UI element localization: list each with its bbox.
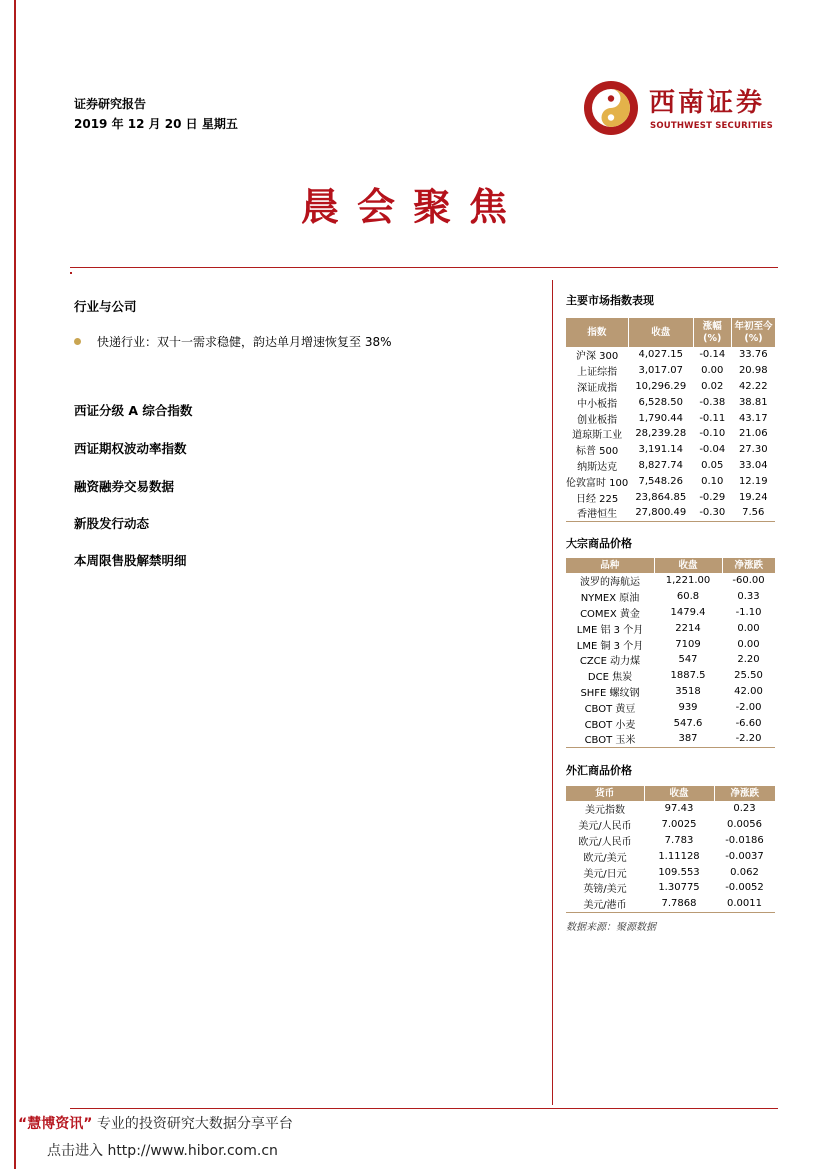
- table-cell: LME 铝 3 个月: [576, 624, 644, 636]
- title-divider: [70, 267, 778, 268]
- table-cell: 美元/人民币: [578, 821, 632, 833]
- section-heading: 新股发行动态: [74, 516, 150, 531]
- table-row: [566, 864, 775, 880]
- table-cell: 6,528.50: [638, 396, 684, 408]
- table-row: [566, 699, 775, 715]
- table-cell: -0.04: [699, 444, 726, 456]
- table-cell: 97.43: [664, 803, 694, 815]
- table-cell: CBOT 小麦: [584, 719, 636, 731]
- table-row: [566, 833, 775, 849]
- table-cell: 547.6: [673, 717, 703, 729]
- table-cell: 0.0011: [714, 896, 775, 912]
- table-cell: 道琼斯工业: [572, 430, 623, 442]
- table-row: [566, 715, 775, 731]
- header-cell: 年初至今(%): [731, 318, 775, 347]
- table-cell: 20.98: [738, 365, 768, 377]
- table-cell: 0.00: [737, 622, 760, 634]
- table-row: [566, 442, 775, 458]
- table-cell: -0.38: [699, 396, 726, 408]
- table-row: [566, 668, 775, 684]
- footer-brand: “慧博资讯”: [18, 1116, 93, 1132]
- table-cell: LME 铜 3 个月: [576, 640, 644, 652]
- page-title: 晨会聚焦: [300, 184, 525, 229]
- table-row: [566, 605, 775, 621]
- table-cell: 1479.4: [670, 606, 706, 618]
- table-row: [566, 620, 775, 636]
- section-heading: 西证分级 A 综合指数: [74, 403, 193, 418]
- table-row: [566, 473, 775, 489]
- table-row: [566, 347, 775, 363]
- bullet-dot-icon: [74, 338, 81, 345]
- table-cell: 美元/日元: [583, 868, 627, 880]
- table-cell: 12.19: [738, 475, 768, 487]
- report-type: 证券研究报告: [74, 97, 147, 111]
- table-cell: 沪深 300: [576, 351, 619, 363]
- table-row: [566, 880, 775, 896]
- table-row: [566, 363, 775, 379]
- table-row: [566, 684, 775, 700]
- table-cell: 547: [678, 654, 698, 666]
- table-cell: 3,017.07: [638, 365, 684, 377]
- table-row: [566, 636, 775, 652]
- header-cell: 品种: [566, 558, 654, 573]
- table-cell: 0.05: [701, 459, 724, 471]
- table-cell: 0.00: [737, 638, 760, 650]
- section-heading: 本周限售股解禁明细: [74, 553, 187, 568]
- table-cell: 42.00: [734, 685, 763, 697]
- table-cell: 波罗的海航运: [580, 577, 640, 589]
- header-cell: 收盘: [628, 318, 693, 347]
- table-cell: -0.14: [699, 349, 726, 361]
- table-cell: NYMEX 原油: [580, 593, 640, 605]
- table-cell: 2214: [675, 622, 701, 634]
- commodity-title: 大宗商品价格: [566, 537, 632, 550]
- table-cell: 欧元/美元: [583, 852, 627, 864]
- table-cell: 英镑/美元: [583, 884, 627, 896]
- table-cell: 1.11128: [658, 850, 700, 862]
- table-cell: 4,027.15: [638, 349, 684, 361]
- table-cell: 美元/港币: [566, 896, 644, 912]
- table-row: [566, 458, 775, 474]
- table-cell: -0.30: [693, 505, 731, 521]
- table-row: [566, 817, 775, 833]
- table-cell: 0.10: [701, 475, 724, 487]
- table-row: [566, 426, 775, 442]
- table-cell: 43.17: [738, 412, 768, 424]
- forex-title: 外汇商品价格: [566, 764, 632, 777]
- table-cell: 19.24: [738, 491, 768, 503]
- table-row: [566, 505, 775, 521]
- table-cell: 7,548.26: [638, 475, 684, 487]
- table-cell: 27.30: [738, 444, 768, 456]
- table-cell: -0.29: [699, 491, 726, 503]
- divider-mark: [70, 272, 72, 274]
- footer-brand-line: [18, 1113, 293, 1133]
- logo-english-name: SOUTHWEST SECURITIES: [650, 121, 773, 131]
- table-row: [566, 410, 775, 426]
- table-cell: -2.00: [735, 701, 762, 713]
- table-cell: 939: [678, 701, 698, 713]
- logo-emblem-icon: [583, 80, 639, 136]
- table-cell: 1.30775: [658, 882, 700, 894]
- section-heading: 西证期权波动率指数: [74, 441, 187, 456]
- table-cell: 创业板指: [577, 414, 618, 426]
- table-row: [566, 896, 775, 912]
- table-cell: 7.0025: [661, 819, 697, 831]
- footer-tagline: 专业的投资研究大数据分享平台: [96, 1116, 293, 1132]
- forex-table: [566, 786, 775, 913]
- table-cell: 38.81: [738, 396, 768, 408]
- table-cell: 42.22: [738, 380, 768, 392]
- commodity-table: [566, 558, 775, 748]
- table-cell: 上证综指: [577, 367, 618, 379]
- table-cell: 1,790.44: [638, 412, 684, 424]
- table-cell: -0.0037: [725, 850, 764, 862]
- table-cell: CBOT 玉米: [566, 731, 654, 747]
- data-source: 数据来源：聚源数据: [566, 922, 656, 933]
- table-cell: 美元指数: [585, 805, 625, 817]
- table-cell: 标普 500: [576, 446, 619, 458]
- table-cell: 27,800.49: [628, 505, 693, 521]
- table-cell: 伦敦富时 100: [566, 477, 629, 489]
- table-cell: 25.50: [734, 670, 763, 682]
- table-cell: SHFE 螺纹钢: [580, 687, 640, 699]
- table-cell: -0.10: [699, 428, 726, 440]
- table-cell: -6.60: [735, 717, 762, 729]
- table-cell: 7109: [675, 638, 701, 650]
- table-cell: 7.7868: [644, 896, 714, 912]
- table-cell: -0.0052: [725, 882, 764, 894]
- header-cell: 货币: [566, 786, 644, 801]
- bullet-item: [74, 333, 392, 350]
- table-cell: 中小板指: [577, 398, 618, 410]
- market-index-title: 主要市场指数表现: [566, 294, 654, 307]
- table-row: [566, 848, 775, 864]
- table-cell: -1.10: [735, 606, 762, 618]
- table-cell: 0.0056: [727, 819, 762, 831]
- table-cell: 33.04: [738, 459, 768, 471]
- table-cell: 1887.5: [670, 670, 706, 682]
- column-divider: [552, 280, 553, 1105]
- table-row: [566, 573, 775, 589]
- table-row: [566, 379, 775, 395]
- report-date: 2019 年 12 月 20 日 星期五: [74, 117, 238, 131]
- table-cell: 0.00: [701, 365, 724, 377]
- bullet-text: 快递行业：双十一需求稳健，韵达单月增速恢复至 38%: [97, 335, 392, 349]
- table-row: [566, 489, 775, 505]
- logo-chinese-name: 西南证券: [649, 88, 766, 118]
- table-cell: 33.76: [738, 349, 768, 361]
- table-cell: 日经 225: [576, 493, 619, 505]
- table-cell: 欧元/人民币: [578, 836, 632, 848]
- header-cell: 收盘: [644, 786, 714, 801]
- table-cell: 纳斯达克: [577, 461, 618, 473]
- table-cell: 7.783: [664, 834, 694, 846]
- table-cell: 0.33: [737, 591, 760, 603]
- table-cell: 香港恒生: [566, 505, 628, 521]
- market-index-table: [566, 318, 775, 522]
- table-cell: 60.8: [676, 591, 700, 603]
- table-cell: -60.00: [732, 575, 765, 587]
- table-cell: 0.062: [730, 866, 759, 878]
- table-cell: 7.56: [731, 505, 775, 521]
- table-row: [566, 394, 775, 410]
- section-heading: 融资融券交易数据: [74, 479, 175, 494]
- table-cell: CZCE 动力煤: [579, 656, 641, 668]
- header-cell: 净涨跌: [722, 558, 775, 573]
- footer-divider: [70, 1108, 778, 1109]
- table-row: [566, 801, 775, 817]
- table-cell: 109.553: [658, 866, 700, 878]
- table-row: [566, 589, 775, 605]
- table-row: [566, 731, 775, 747]
- company-logo: [583, 80, 783, 136]
- table-cell: 23,864.85: [635, 491, 687, 503]
- table-cell: 深证成指: [577, 382, 618, 394]
- table-cell: -0.0186: [725, 834, 764, 846]
- table-cell: 3518: [675, 685, 701, 697]
- section-industry-company: 行业与公司: [74, 299, 137, 314]
- table-cell: DCE 焦炭: [587, 672, 633, 684]
- header-cell: 收盘: [654, 558, 722, 573]
- table-cell: 21.06: [738, 428, 768, 440]
- header-cell: 净涨跌: [714, 786, 775, 801]
- table-cell: 0.23: [733, 803, 756, 815]
- table-row: [566, 652, 775, 668]
- table-cell: 3,191.14: [638, 444, 684, 456]
- table-cell: CBOT 黄豆: [584, 703, 636, 715]
- header-cell: 涨幅(%): [693, 318, 731, 347]
- table-cell: 2.20: [737, 654, 760, 666]
- table-cell: 10,296.29: [635, 380, 687, 392]
- table-cell: 387: [654, 731, 722, 747]
- table-cell: -0.11: [699, 412, 726, 424]
- footer-link[interactable]: 点击进入 http://www.hibor.com.cn: [47, 1143, 278, 1159]
- table-cell: 0.02: [701, 380, 724, 392]
- table-cell: 1,221.00: [665, 575, 711, 587]
- header-cell: 指数: [566, 318, 628, 347]
- table-cell: 28,239.28: [635, 428, 687, 440]
- table-cell: COMEX 黄金: [580, 608, 640, 620]
- table-cell: 8,827.74: [638, 459, 684, 471]
- table-cell: -2.20: [722, 731, 775, 747]
